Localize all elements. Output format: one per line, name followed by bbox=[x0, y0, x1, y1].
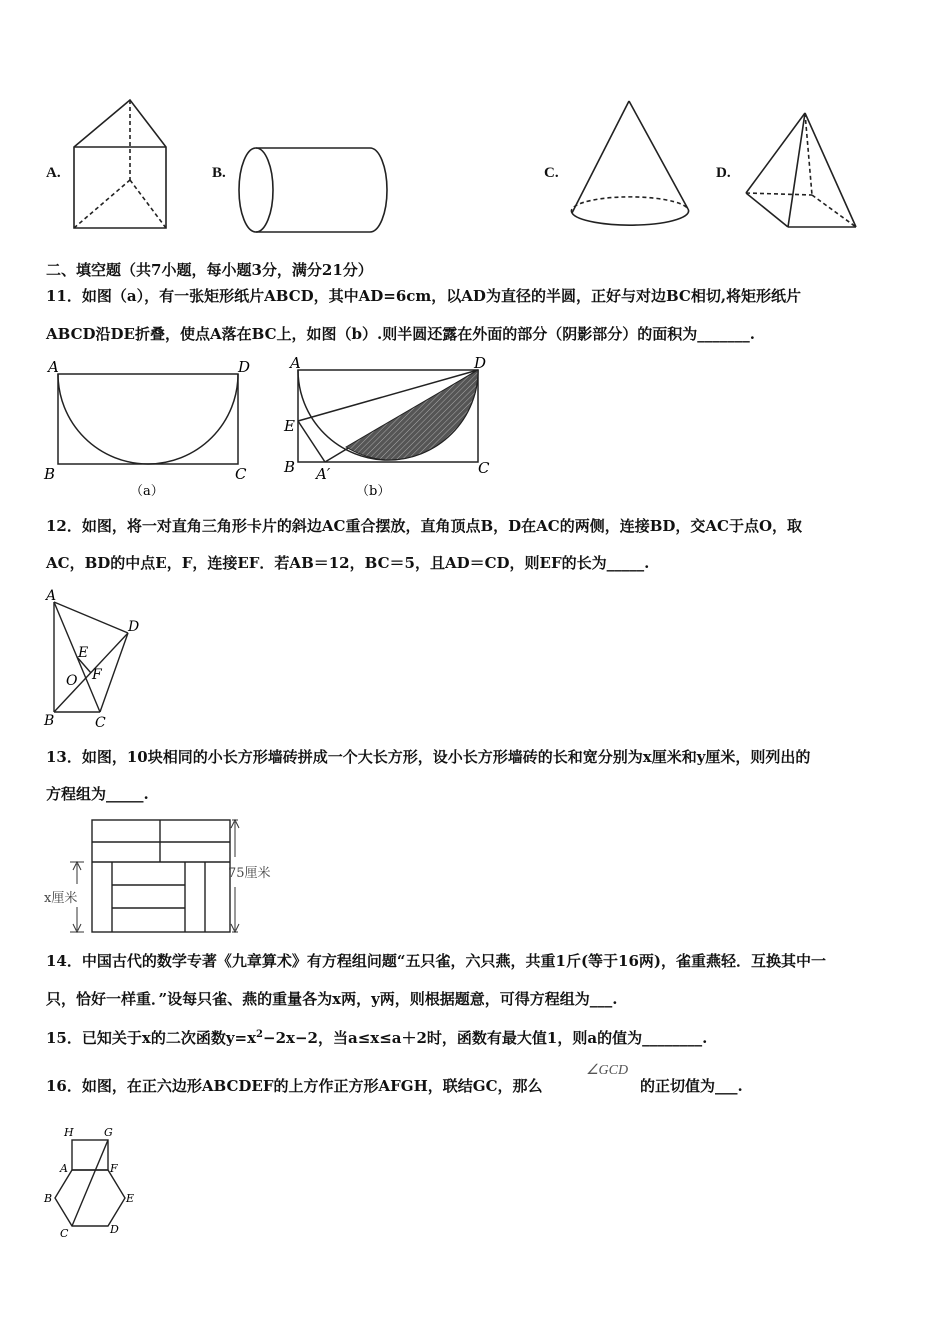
q15-line bbox=[46, 1025, 707, 1048]
q14-line1: 14．中国古代的数学专著《九章算术》有方程组问题“五只雀，六只燕，共重1斤(等于16两)，雀重燕轻．互换其中一 bbox=[46, 952, 827, 970]
q16-label-g: G bbox=[104, 1126, 113, 1139]
q16-label-e: E bbox=[126, 1192, 135, 1205]
q12-line2: AC，BD的中点E，F，连接EF．若AB＝12，BC＝5，且AD＝CD，则EF的长为_____. bbox=[46, 554, 650, 572]
q12-label-a: A bbox=[46, 588, 57, 604]
q11b-caption: （b） bbox=[356, 484, 391, 499]
q12-line1: 12．如图，将一对直角三角形卡片的斜边AC重合摆放，直角顶点B，D在AC的两侧，连接BD，交AC于点O，取 bbox=[46, 517, 803, 535]
q11b-label-e: E bbox=[284, 417, 295, 435]
q11a-label-b: B bbox=[44, 465, 56, 483]
q12-label-o: O bbox=[66, 673, 78, 689]
q14-line2: 只，恰好一样重．”设每只雀、燕的重量各为x两，y两，则根据题意，可得方程组为___. bbox=[46, 990, 618, 1008]
section-heading: 二、填空题（共7小题，每小题3分，满分21分） bbox=[46, 261, 373, 279]
q16-label-f: F bbox=[110, 1162, 118, 1175]
q16-label-h: H bbox=[64, 1126, 74, 1139]
q13-x-label: x厘米 bbox=[44, 891, 78, 906]
q13-line1: 13．如图，10块相同的小长方形墙砖拼成一个大长方形，设小长方形墙砖的长和宽分别为x厘米和y厘米，则列出的 bbox=[46, 748, 811, 766]
q11a-label-a: A bbox=[48, 358, 59, 376]
q11a-caption: （a） bbox=[130, 484, 164, 499]
q11-line2: ABCD沿DE折叠，使点A落在BC上，如图（b）.则半圆还露在外面的部分（阴影部分）的面积为_______. bbox=[46, 325, 755, 343]
q12-label-f: F bbox=[92, 667, 102, 683]
q11b-label-c: C bbox=[478, 459, 490, 477]
q12-label-c: C bbox=[95, 715, 106, 730]
option-d-pyramid-figure bbox=[740, 105, 865, 235]
q16-label-a: A bbox=[60, 1162, 68, 1175]
q11a-label-d: D bbox=[238, 358, 251, 376]
q12-figure bbox=[40, 585, 150, 730]
option-a-label: A. bbox=[46, 165, 61, 181]
q15-part2: −2x−2，当a≤x≤a＋2时，函数有最大值1，则a的值为________. bbox=[263, 1029, 708, 1047]
q16-part2: 的正切值为___. bbox=[640, 1077, 743, 1095]
q11-figure-b bbox=[280, 355, 505, 505]
option-c-cone-figure bbox=[566, 95, 696, 235]
q12-label-b: B bbox=[44, 713, 55, 729]
q16-label-d: D bbox=[110, 1223, 119, 1236]
q11a-label-c: C bbox=[235, 465, 247, 483]
q16-label-c: C bbox=[60, 1227, 69, 1240]
q16-part1: 16．如图，在正六边形ABCDEF的上方作正方形AFGH，联结GC，那么 bbox=[46, 1077, 543, 1095]
option-a-prism-figure bbox=[66, 95, 176, 235]
q11b-label-d: D bbox=[474, 355, 487, 372]
q11b-label-a: A bbox=[290, 355, 301, 372]
q15-superscript: 2 bbox=[256, 1029, 264, 1040]
q16-angle-symbol: ∠GCD bbox=[586, 1063, 629, 1078]
q11b-label-a-prime: A′ bbox=[316, 465, 331, 483]
q11-line1: 11．如图（a），有一张矩形纸片ABCD，其中AD=6cm，以AD为直径的半圆，正好与对边BC相切,将矩形纸片 bbox=[46, 287, 802, 305]
q16-label-b: B bbox=[44, 1192, 53, 1205]
q11b-label-b: B bbox=[284, 458, 296, 476]
q13-line2: 方程组为_____. bbox=[46, 785, 149, 803]
option-c-label: C. bbox=[544, 165, 559, 181]
q13-figure bbox=[40, 812, 300, 942]
option-b-cylinder-figure bbox=[234, 140, 394, 240]
option-d-label: D. bbox=[716, 165, 731, 181]
q15-part1: 15．已知关于x的二次函数y=x bbox=[46, 1029, 257, 1047]
q12-label-e: E bbox=[78, 645, 89, 661]
option-b-label: B. bbox=[212, 165, 226, 181]
q12-label-d: D bbox=[128, 619, 140, 635]
q13-height-label: 75厘米 bbox=[228, 866, 271, 881]
q11b-shaded-region bbox=[346, 370, 478, 460]
q11-figure-a bbox=[40, 355, 255, 505]
q16-figure bbox=[40, 1120, 150, 1245]
